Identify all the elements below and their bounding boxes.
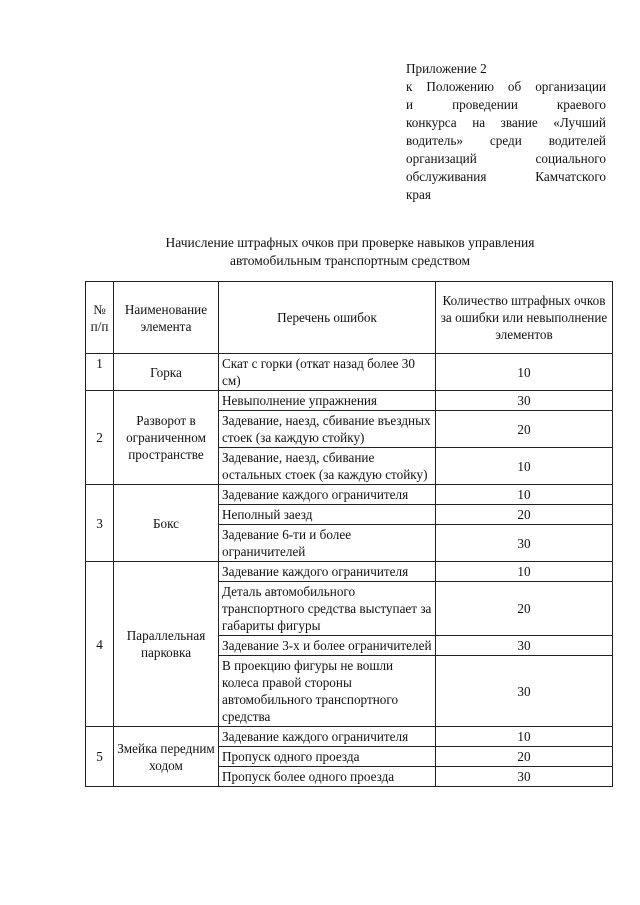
error-text: В проекцию фигуры не вошли колеса правой стороны автомобильного транспортного средства [219, 656, 436, 727]
row-num: 4 [86, 562, 114, 727]
penalty-points: 10 [436, 354, 613, 391]
error-text: Неполный заезд [219, 505, 436, 525]
appendix-line: обслуживания Камчатского [406, 169, 606, 184]
title-line-1: Начисление штрафных очков при проверке навыков управления [165, 235, 535, 250]
penalty-points: 10 [436, 448, 613, 485]
title-line-2: автомобильным транспортным средством [229, 253, 471, 268]
error-text: Задевание, наезд, сбивание остальных стоек (за каждую стойку) [219, 448, 436, 485]
error-text: Задевание каждого ограничителя [219, 485, 436, 505]
error-text: Пропуск более одного проезда [219, 767, 436, 787]
header-points: Количество штрафных очков за ошибки или невыполнение элементов [436, 282, 613, 354]
error-text: Задевание каждого ограничителя [219, 562, 436, 582]
penalty-points: 30 [436, 767, 613, 787]
appendix-line: конкурса на звание «Лучший [406, 115, 606, 130]
header-row [86, 282, 613, 354]
element-name: Разворот в ограниченном пространстве [114, 391, 219, 485]
penalty-points: 10 [436, 562, 613, 582]
table-row [86, 562, 613, 582]
error-text: Задевание каждого ограничителя [219, 727, 436, 747]
penalty-points: 30 [436, 525, 613, 562]
appendix-line: к Положению об организации [406, 79, 606, 94]
header-element-name: Наименование элемента [114, 282, 219, 354]
error-text: Задевание, наезд, сбивание въездных стоек (за каждую стойку) [219, 411, 436, 448]
appendix-line: края [406, 187, 431, 202]
document-title [60, 234, 640, 270]
appendix-line: и проведении краевого [406, 97, 606, 112]
row-num: 3 [86, 485, 114, 562]
row-num: 1 [86, 354, 114, 391]
element-name: Параллельная парковка [114, 562, 219, 727]
penalty-points: 20 [436, 505, 613, 525]
penalty-points: 20 [436, 411, 613, 448]
appendix-line: организаций социального [406, 151, 606, 166]
header-errors: Перечень ошибок [219, 282, 436, 354]
error-text: Деталь автомобильного транспортного средства выступает за габариты фигуры [219, 582, 436, 636]
element-name: Бокс [114, 485, 219, 562]
penalty-table [85, 281, 613, 787]
table-row [86, 354, 613, 391]
penalty-points: 30 [436, 636, 613, 656]
error-text: Скат с горки (откат назад более 30 см) [219, 354, 436, 391]
table-row [86, 485, 613, 505]
penalty-points: 30 [436, 391, 613, 411]
penalty-points: 20 [436, 747, 613, 767]
error-text: Пропуск одного проезда [219, 747, 436, 767]
penalty-points: 20 [436, 582, 613, 636]
appendix-note [406, 60, 606, 204]
element-name: Горка [114, 354, 219, 391]
penalty-points: 30 [436, 656, 613, 727]
appendix-line: Приложение 2 [406, 61, 487, 76]
appendix-line: водитель» среди водителей [406, 133, 606, 148]
row-num: 5 [86, 727, 114, 787]
error-text: Задевание 3-х и более ограничителей [219, 636, 436, 656]
table-row [86, 391, 613, 411]
header-num: № п/п [86, 282, 114, 354]
error-text: Невыполнение упражнения [219, 391, 436, 411]
penalty-points: 10 [436, 485, 613, 505]
element-name: Змейка передним ходом [114, 727, 219, 787]
penalty-points: 10 [436, 727, 613, 747]
row-num: 2 [86, 391, 114, 485]
table-row [86, 727, 613, 747]
error-text: Задевание 6-ти и более ограничителей [219, 525, 436, 562]
